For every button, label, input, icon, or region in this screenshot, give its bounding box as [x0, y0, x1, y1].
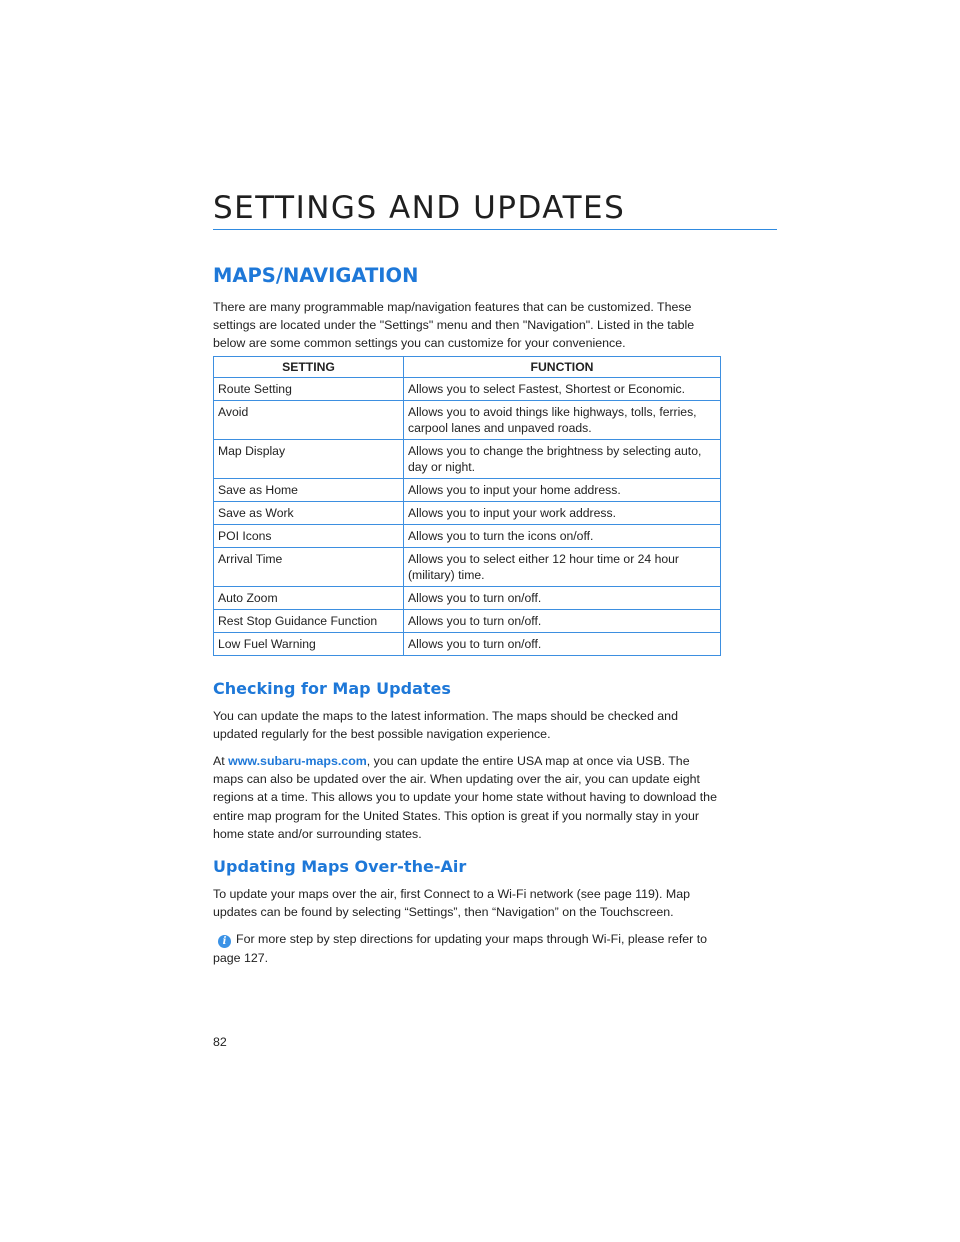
- settings-table: [213, 356, 721, 656]
- page-header-title: SETTINGS AND UPDATES: [213, 190, 626, 226]
- function-cell: Allows you to turn on/off.: [404, 586, 721, 609]
- setting-cell: Route Setting: [214, 377, 404, 400]
- table-row: [214, 524, 721, 547]
- function-cell: Allows you to turn on/off.: [404, 632, 721, 655]
- subaru-maps-link[interactable]: www.subaru-maps.com: [228, 754, 367, 769]
- setting-cell: POI Icons: [214, 524, 404, 547]
- maps-intro-paragraph: There are many programmable map/navigation features that can be customized. These settings are located under the "Settings" menu and then "Navigation". Listed in the table below are some common settings you can customize for your convenience.: [213, 300, 695, 351]
- column-header-setting: SETTING: [214, 356, 404, 377]
- header-divider: [213, 229, 777, 230]
- function-cell: Allows you to input your work address.: [404, 501, 721, 524]
- page-content: [213, 262, 721, 967]
- info-icon: i: [218, 935, 231, 948]
- info-note: [213, 930, 721, 966]
- paragraph-suffix: , you can update the entire USA map at once via USB. The maps can also be updated over the air. When updating over the air, you can update eight regions at a time. This allows you to update your home state without having to download the entire map program for the United States. This option is great if you normally stay in your home state and/or surrounding states.: [213, 754, 717, 841]
- checking-updates-heading: Checking for Map Updates: [213, 678, 451, 698]
- paragraph-prefix: At: [213, 754, 229, 769]
- function-cell: Allows you to avoid things like highways, tolls, ferries, carpool lanes and unpaved roads.: [404, 400, 721, 439]
- function-cell: Allows you to turn on/off.: [404, 609, 721, 632]
- function-cell: Allows you to select either 12 hour time or 24 hour (military) time.: [404, 547, 721, 586]
- table-row: [214, 478, 721, 501]
- table-row: [214, 377, 721, 400]
- function-cell: Allows you to turn the icons on/off.: [404, 524, 721, 547]
- table-row: [214, 586, 721, 609]
- function-cell: Allows you to input your home address.: [404, 478, 721, 501]
- ota-updates-heading: Updating Maps Over-the-Air: [213, 857, 467, 877]
- checking-paragraph-2: [213, 752, 721, 843]
- column-header-function: FUNCTION: [404, 356, 721, 377]
- function-cell: Allows you to change the brightness by selecting auto, day or night.: [404, 439, 721, 478]
- setting-cell: Low Fuel Warning: [214, 632, 404, 655]
- function-cell: Allows you to select Fastest, Shortest or Economic.: [404, 377, 721, 400]
- table-row: [214, 632, 721, 655]
- setting-cell: Auto Zoom: [214, 586, 404, 609]
- table-row: [214, 501, 721, 524]
- setting-cell: Save as Home: [214, 478, 404, 501]
- ota-paragraph: To update your maps over the air, first Connect to a Wi-Fi network (see page 119). Map updates can be found by selecting “Settings”, then “Navigation” on the Touchscreen.: [213, 887, 691, 920]
- setting-cell: Arrival Time: [214, 547, 404, 586]
- setting-cell: Save as Work: [214, 501, 404, 524]
- page-number: 82: [213, 1035, 227, 1049]
- info-note-text: For more step by step directions for updating your maps through Wi-Fi, please refer to page 127.: [213, 932, 708, 965]
- setting-cell: Avoid: [214, 400, 404, 439]
- table-row: [214, 547, 721, 586]
- checking-paragraph-1: You can update the maps to the latest information. The maps should be checked and updated regularly for the best possible navigation experience.: [213, 708, 678, 741]
- maps-navigation-heading: MAPS/NAVIGATION: [213, 264, 419, 287]
- setting-cell: Rest Stop Guidance Function: [214, 609, 404, 632]
- table-row: [214, 400, 721, 439]
- setting-cell: Map Display: [214, 439, 404, 478]
- table-row: [214, 439, 721, 478]
- table-header-row: [214, 356, 721, 377]
- table-row: [214, 609, 721, 632]
